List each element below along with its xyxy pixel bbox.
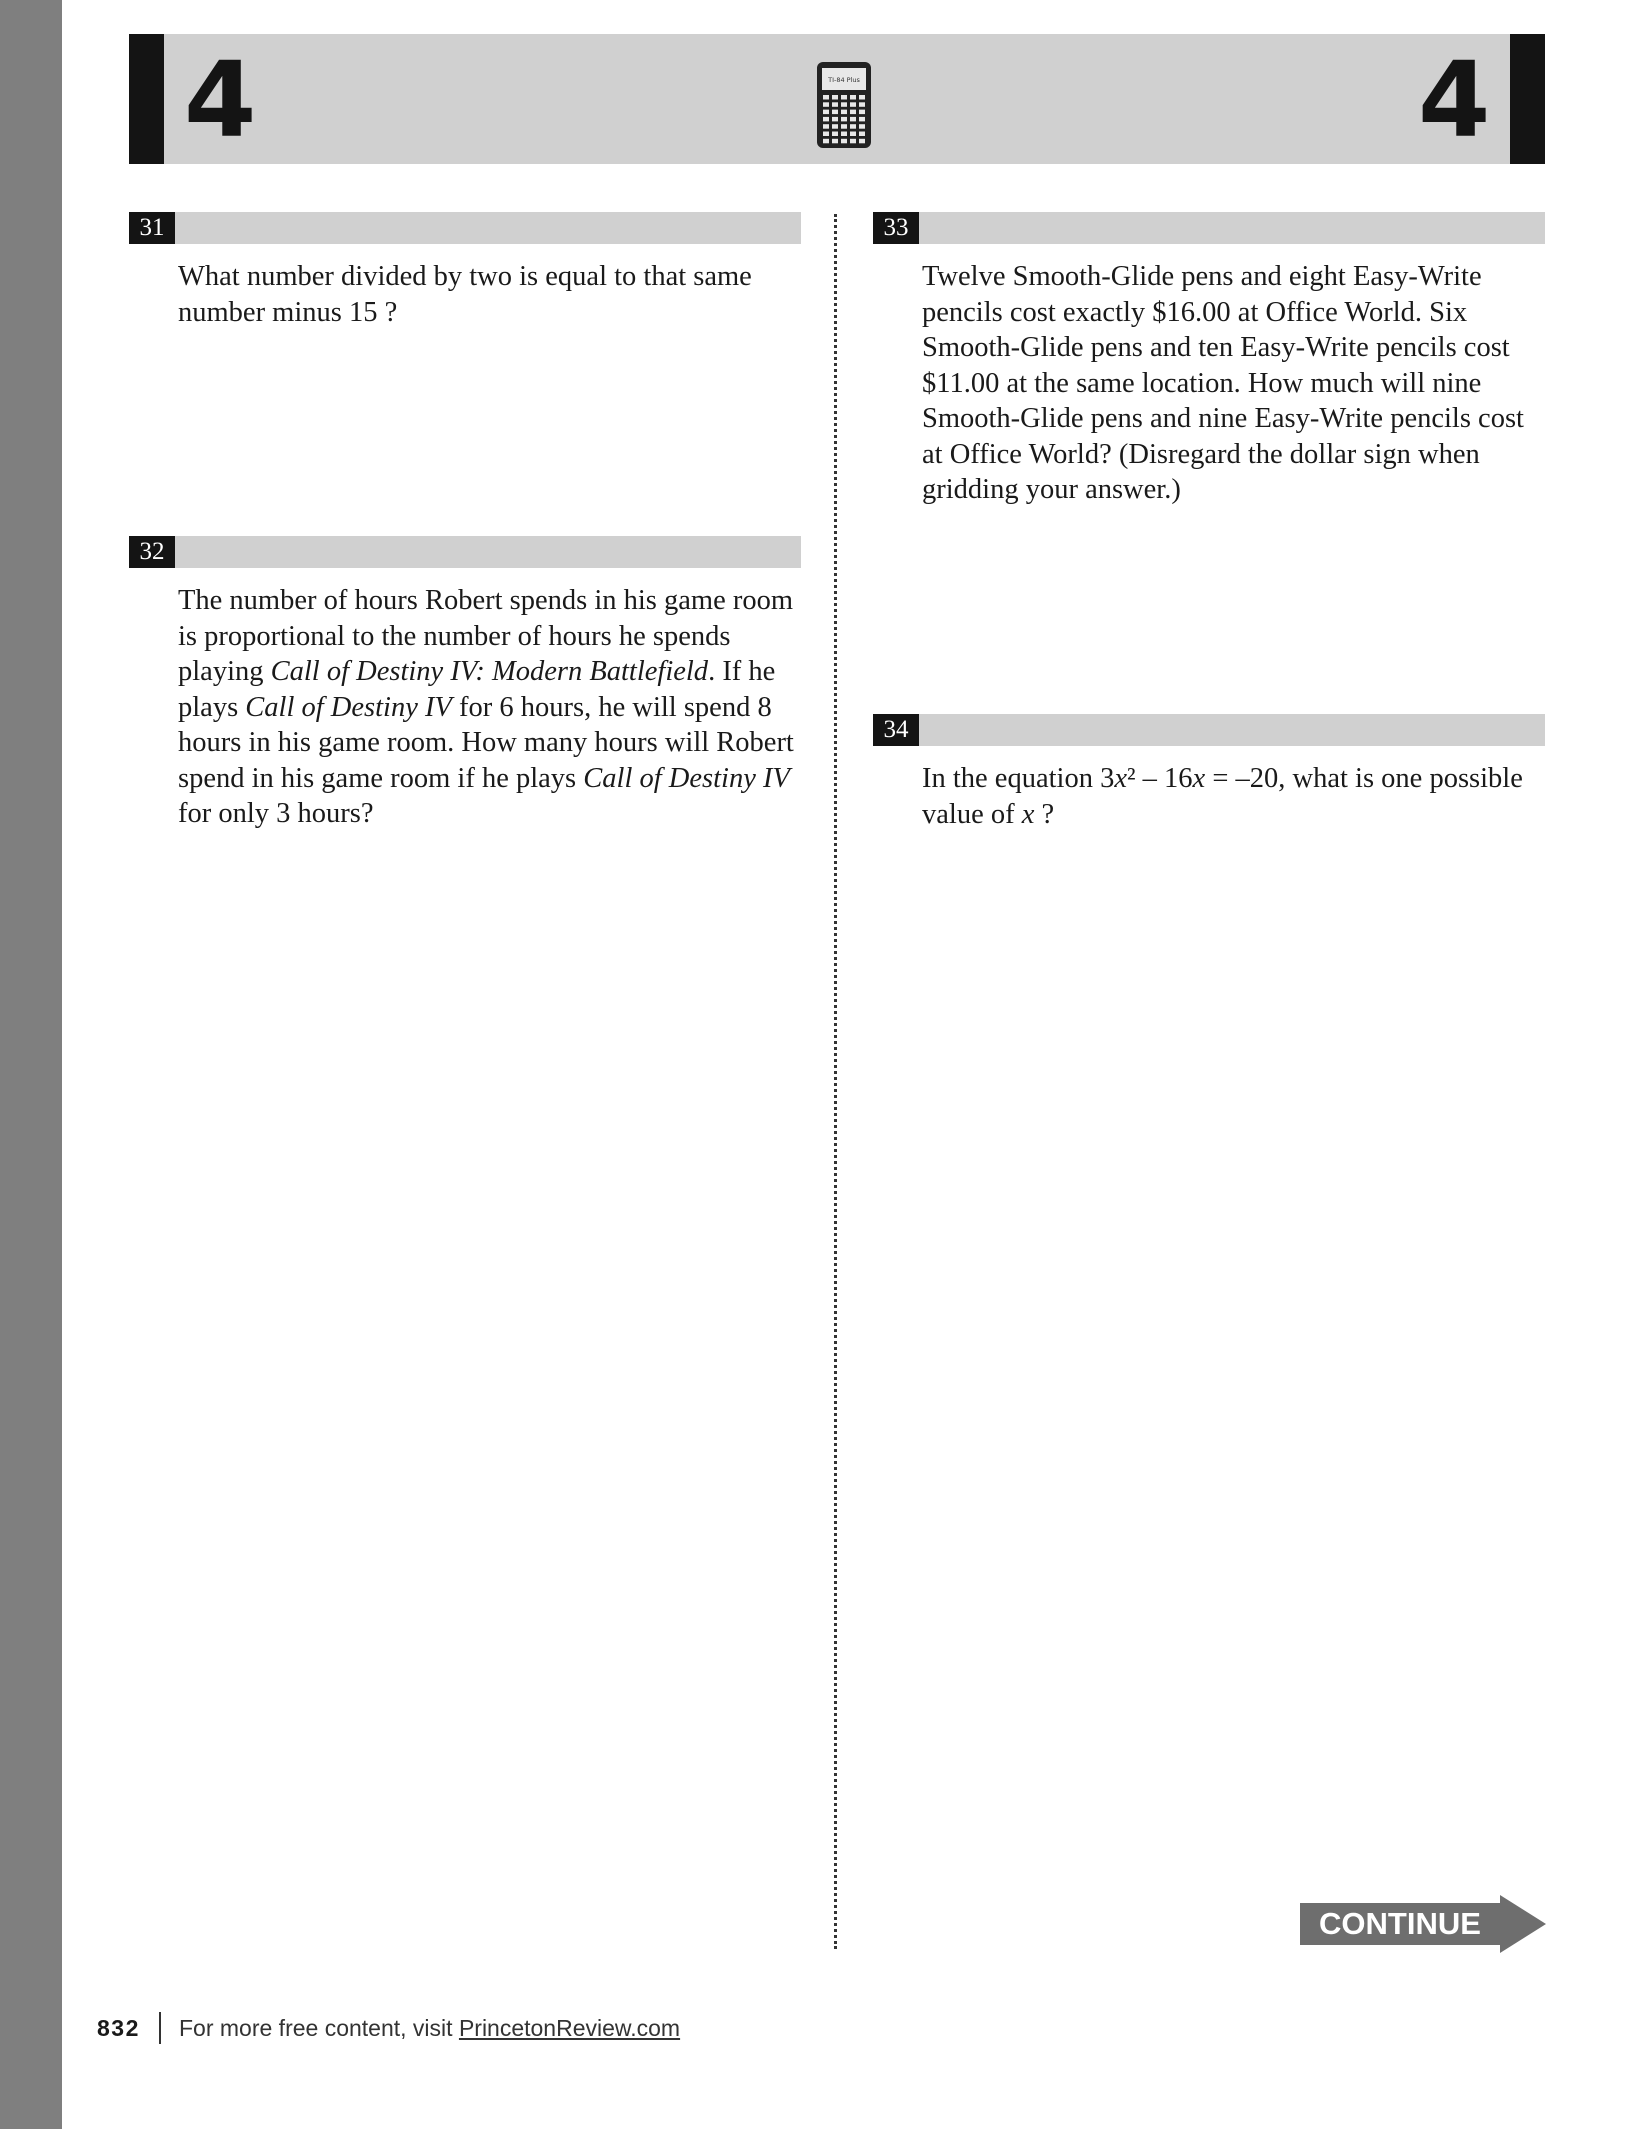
column-divider — [834, 214, 837, 1949]
question-number: 33 — [873, 212, 919, 244]
side-strip — [0, 0, 62, 2129]
question-text-part: x — [1192, 763, 1206, 794]
question-text-part: The number of hours Robert spends in his game room is proportional to the number of hours he spends playing — [178, 585, 794, 687]
question-text-part: . If he plays — [178, 656, 776, 723]
question-text-part: What number divided by two is equal to that same number minus 15 ? — [178, 261, 752, 328]
question-34-text — [922, 761, 1540, 832]
question-text-part: x — [1114, 763, 1127, 794]
question-text-part: ? — [1034, 798, 1055, 830]
section-header-left-bar — [129, 34, 164, 164]
section-number-right: 4 — [1418, 39, 1491, 161]
page-number: 832 — [97, 2015, 140, 2041]
question-text-part: Call of Destiny IV: Modern Battlefield — [270, 656, 709, 687]
footer-link[interactable]: PrincetonReview.com — [458, 2015, 681, 2041]
continue-arrow — [1300, 1895, 1546, 1953]
question-31-header — [129, 212, 801, 244]
question-text-part: Call of Destiny IV — [583, 762, 790, 794]
continue-label: CONTINUE — [1319, 1906, 1481, 1941]
question-text-part: In the equation 3 — [922, 763, 1115, 794]
question-text-part: Call of Destiny IV — [245, 691, 452, 723]
question-31-text — [178, 259, 808, 330]
calculator-label: TI-84 Plus — [828, 76, 860, 84]
question-32-header — [129, 536, 801, 568]
question-34-header — [873, 714, 1545, 746]
section-header-right-bar — [1510, 34, 1545, 164]
footer-separator — [159, 2012, 161, 2044]
question-number: 34 — [873, 714, 919, 746]
question-number: 31 — [129, 212, 175, 244]
section-number-left: 4 — [184, 39, 257, 161]
question-number: 32 — [129, 536, 175, 568]
question-32-text — [178, 583, 808, 832]
question-text-part: for 6 hours, he will spend 8 hours in his game room. How many hours will Robert spend in his game room if he plays — [178, 691, 794, 794]
question-text-part: Twelve Smooth-Glide pens and eight Easy-Write pencils cost exactly $16.00 at Office World. Six Smooth-Glide pens and ten Easy-Write pencils cost $11.00 at the same location. How much will nine Smooth-Glide pens and nine Easy-Write pencils cost at Office World? (Disregard the dollar sign when gridding your answer.) — [922, 261, 1524, 505]
question-33-header — [873, 212, 1545, 244]
footer-text — [179, 2012, 680, 2044]
question-text-part: = –20, what is one possible value of — [922, 763, 1523, 830]
question-33-text — [922, 259, 1540, 508]
question-text-part: x — [1021, 798, 1035, 830]
question-text-part: ² – 16 — [1126, 763, 1193, 794]
question-text-part: for only 3 hours? — [178, 798, 374, 829]
footer-prefix: For more free content, visit — [179, 2015, 459, 2041]
calculator-icon — [815, 60, 873, 150]
